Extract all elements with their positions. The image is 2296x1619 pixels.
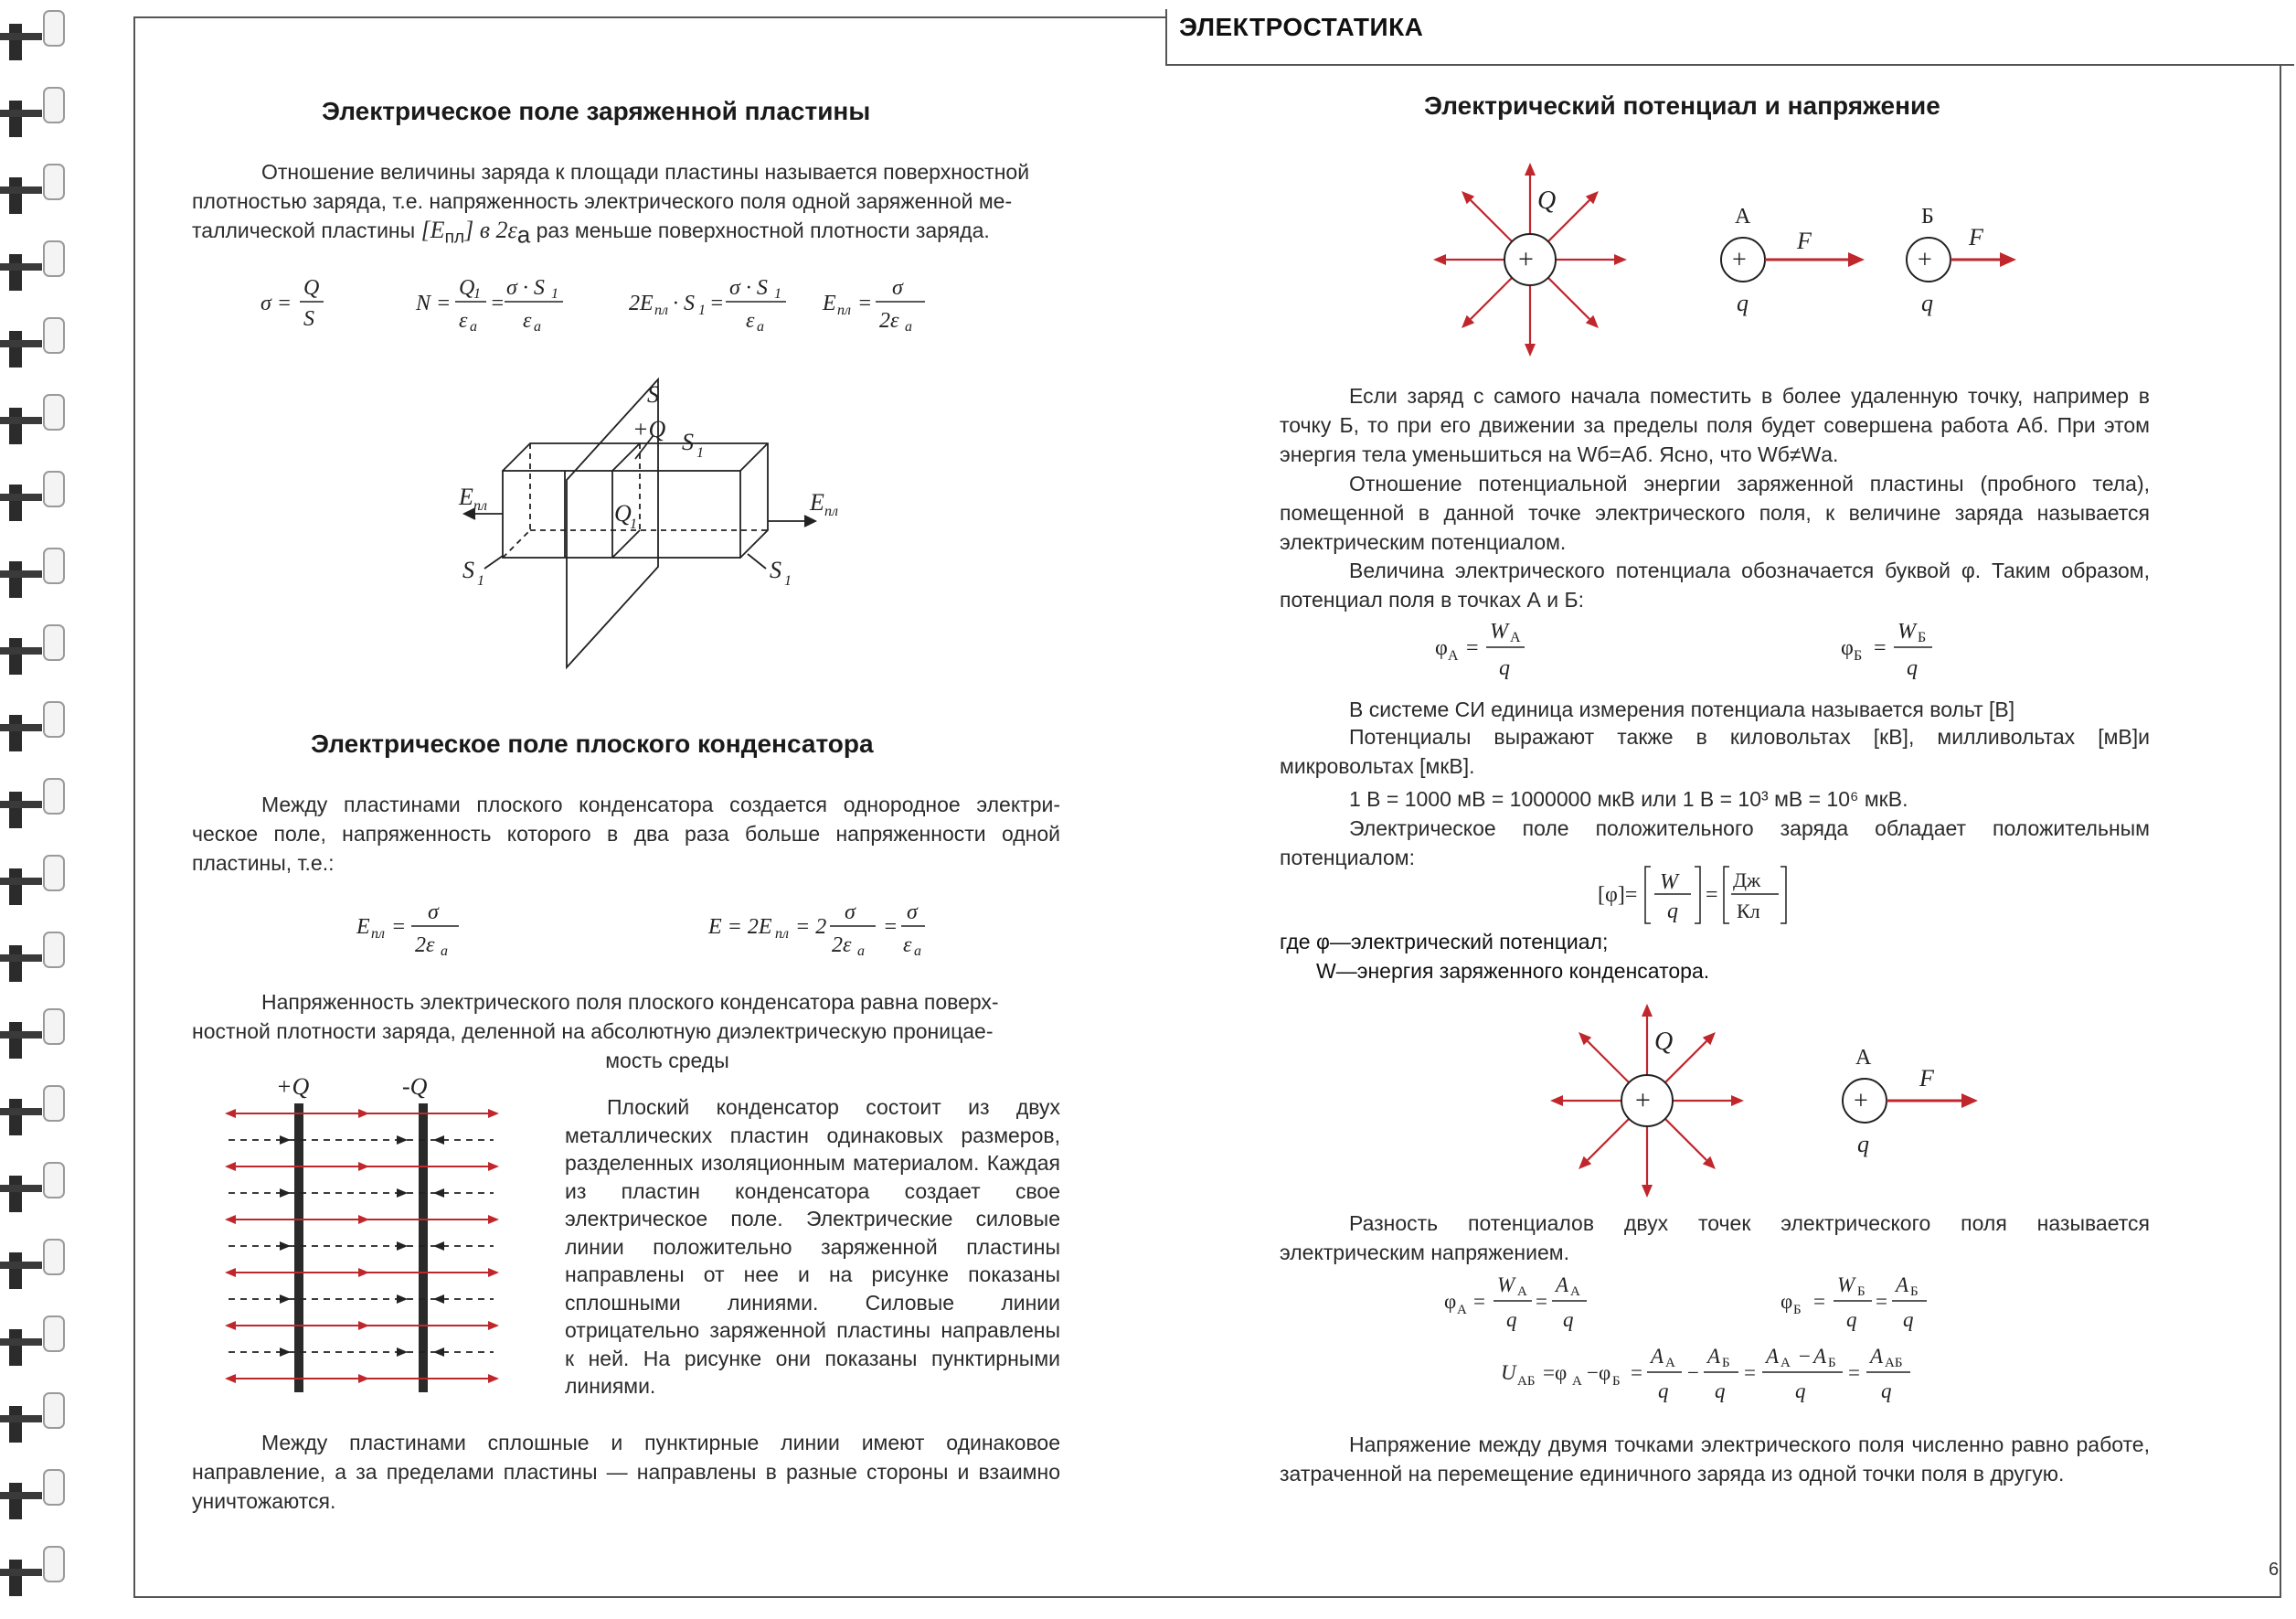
spiral-ring: [44, 165, 64, 199]
svg-text:A: A: [1651, 1345, 1664, 1368]
svg-text:F: F: [1969, 224, 1983, 250]
svg-text:E: E: [356, 915, 370, 939]
svg-text:А: А: [1510, 630, 1521, 645]
spiral-post: [9, 1406, 22, 1443]
svg-text:φ: φ: [1841, 636, 1854, 660]
potential-paragraph-8: Разность потенциалов двух точек электрического поля называется электрическим напряжением.: [1280, 1211, 2150, 1264]
spiral-post: [9, 1099, 22, 1135]
svg-text:1: 1: [784, 573, 792, 589]
svg-text:Q: Q: [459, 276, 475, 300]
plate-line-2: плотностью заряда, т.е. напряженность электрического поля одной заряженной ме-: [192, 189, 1013, 213]
svg-text:q: q: [1506, 1308, 1517, 1331]
svg-text:Б: Б: [1857, 1284, 1866, 1299]
svg-text:А: А: [1457, 1303, 1467, 1317]
svg-text:=: =: [883, 915, 898, 939]
svg-text:q: q: [1795, 1379, 1806, 1402]
svg-text:q: q: [1857, 1131, 1869, 1157]
spiral-post: [9, 1483, 22, 1519]
svg-text:a: a: [441, 943, 448, 959]
svg-text:+: +: [1918, 246, 1932, 274]
field-ray-arrow: [1642, 1004, 1653, 1017]
svg-text:A: A: [1896, 1273, 1909, 1296]
field-ray: [1588, 1119, 1629, 1160]
section-title-plate: Электрическое поле заряженной пластины: [322, 97, 871, 125]
spiral-ring: [44, 1470, 64, 1505]
plate-line-1: Отношение величины заряда к площади пластины называется поверхностной: [261, 160, 1030, 184]
spiral-post: [9, 1252, 22, 1289]
svg-text:σ =: σ =: [260, 292, 292, 315]
spiral-ring: [44, 1547, 64, 1582]
svg-text:А: А: [1855, 1046, 1872, 1070]
svg-text:q: q: [1667, 900, 1678, 923]
spiral-ring: [44, 395, 64, 430]
svg-text:q: q: [1881, 1379, 1892, 1402]
svg-text:2ε: 2ε: [832, 933, 852, 957]
plate-paragraph: [192, 157, 1060, 253]
svg-text:1: 1: [473, 286, 481, 302]
svg-text:+: +: [1732, 246, 1747, 274]
spiral-post: [9, 868, 22, 905]
svg-text:N =: N =: [416, 292, 452, 315]
svg-text:−: −: [1687, 1361, 1699, 1384]
spiral-post: [9, 1022, 22, 1059]
svg-text:=: =: [1874, 636, 1887, 660]
svg-text:σ: σ: [892, 276, 903, 300]
spiral-ring: [44, 241, 64, 276]
svg-text:F: F: [1797, 228, 1812, 254]
spiral-ring: [44, 856, 64, 890]
spiral-ring: [44, 1240, 64, 1274]
spiral-rings: [0, 0, 82, 1614]
svg-text:=: =: [1466, 636, 1479, 660]
spiral-post: [9, 177, 22, 214]
svg-text:A: A: [1870, 1345, 1884, 1368]
svg-text:φ: φ: [1435, 636, 1448, 660]
svg-text:ε: ε: [746, 309, 755, 333]
svg-text:E: E: [823, 292, 836, 315]
svg-text:АБ: АБ: [1885, 1356, 1903, 1370]
spiral-post: [9, 408, 22, 444]
svg-text:2ε: 2ε: [415, 933, 435, 957]
svg-text:q: q: [1846, 1308, 1857, 1331]
svg-text:q: q: [1737, 290, 1749, 316]
potential-diagram-1: [1408, 146, 2066, 375]
spiral-post: [9, 24, 22, 60]
field-ray-arrow: [1731, 1095, 1744, 1106]
svg-text:ε: ε: [903, 933, 912, 957]
fig-label-S1-right: S: [770, 557, 781, 583]
where-line-2: W—энергия заряженного конденсатора.: [1316, 959, 1710, 983]
svg-text:=: =: [1473, 1290, 1485, 1313]
svg-text:Q: Q: [303, 276, 320, 300]
svg-text:Б: Б: [1854, 648, 1863, 664]
svg-text:=: =: [1848, 1361, 1860, 1384]
svg-text:=: =: [1536, 1290, 1547, 1313]
svg-text:= 2: = 2: [795, 915, 827, 939]
svg-text:−φ: −φ: [1587, 1361, 1611, 1384]
potential-paragraph-6: 1 В = 1000 мВ = 1000000 мкВ или 1 В = 10³ мВ = 10⁶ мкВ.: [1349, 787, 1908, 811]
spiral-ring: [44, 779, 64, 814]
svg-text:+: +: [1854, 1087, 1868, 1115]
capacitor-paragraph: Между пластинами плоского конденсатора создается однородное электри-ческое поле, напряженность которого в два раза больше напряженности одной пластины, т.е.:: [192, 793, 1060, 875]
svg-text:пл: пл: [371, 926, 385, 942]
svg-text:q: q: [1658, 1379, 1669, 1402]
svg-text:=: =: [391, 915, 407, 939]
svg-text:=: =: [857, 292, 873, 315]
page-number: 6: [2269, 1560, 2280, 1580]
svg-text:U: U: [1501, 1361, 1516, 1384]
svg-text:· S: · S: [673, 292, 695, 315]
potential-paragraph-1: Если заряд с самого начала поместить в более удаленную точку, например в точку Б, то при его движении за пределы поля будет совершена работа Aб. При этом энергия тела уменьшиться на Wб=Aб. Ясно, что Wб≠Wа.: [1280, 384, 2150, 466]
spiral-ring: [44, 1086, 64, 1121]
section-title-potential: Электрический потенциал и напряжение: [1424, 91, 1940, 120]
svg-text:2ε: 2ε: [879, 309, 899, 333]
svg-text:σ · S: σ · S: [506, 276, 545, 300]
svg-text:a: a: [857, 943, 865, 959]
svg-text:пл: пл: [654, 303, 668, 318]
field-ray: [1471, 278, 1512, 319]
fig-label-E-right-sub: пл: [824, 504, 838, 519]
fig-label-Q1-sub: 1: [630, 517, 637, 532]
field-ray: [1548, 278, 1589, 319]
potential-paragraph-7: Электрическое поле положительного заряда обладает положительным потенциалом:: [1280, 816, 2150, 869]
where-line-1: где φ—электрический потенциал;: [1280, 930, 1609, 953]
svg-text:=: =: [1744, 1361, 1756, 1384]
svg-text:q: q: [1499, 656, 1510, 680]
fig-label-S: S: [647, 381, 659, 408]
section-title-capacitor: Электрическое поле плоского конденсатора: [311, 730, 874, 758]
fig-label-S1-sub: 1: [696, 445, 704, 461]
svg-text:q: q: [1563, 1308, 1574, 1331]
svg-text:A: A: [1813, 1345, 1827, 1368]
plate-diagram: [448, 375, 868, 676]
svg-text:=: =: [1631, 1361, 1642, 1384]
svg-text:W: W: [1897, 620, 1916, 644]
voltage-formulas: [1435, 1266, 2020, 1412]
svg-text:W: W: [1660, 870, 1678, 894]
svg-text:=: =: [490, 292, 505, 315]
svg-text:a: a: [914, 943, 921, 959]
spiral-post: [9, 101, 22, 137]
spiral-post: [9, 331, 22, 367]
spiral-post: [9, 254, 22, 291]
svg-text:σ: σ: [845, 900, 856, 924]
fig-label-E-right: E: [810, 489, 824, 516]
spiral-post: [9, 715, 22, 751]
svg-text:W: W: [1490, 620, 1508, 644]
field-ray-arrow: [1642, 1185, 1653, 1198]
svg-text:φ: φ: [1444, 1290, 1457, 1313]
svg-text:1: 1: [551, 286, 558, 302]
spiral-ring: [44, 1393, 64, 1428]
spiral-ring: [44, 318, 64, 353]
svg-text:А: А: [1570, 1284, 1580, 1299]
potential-paragraph-5: Потенциалы выражают также в киловольтах [кВ], милливольтах [мВ]и микровольтах [мкВ].: [1280, 725, 2150, 778]
spiral-post: [9, 561, 22, 598]
svg-text:Б: Б: [1828, 1356, 1836, 1370]
cap-minus-label: -Q: [402, 1074, 428, 1100]
svg-text:1: 1: [774, 286, 781, 302]
spiral-ring: [44, 11, 64, 46]
spiral-ring: [44, 625, 64, 660]
svg-text:a: a: [534, 319, 541, 335]
svg-text:А: А: [1665, 1356, 1675, 1370]
svg-text:Q: Q: [1537, 186, 1557, 215]
svg-text:А: А: [1780, 1356, 1791, 1370]
svg-text:σ: σ: [428, 900, 439, 924]
fig-label-E-left: E: [459, 484, 473, 510]
svg-text:пл: пл: [837, 303, 851, 318]
svg-text:Б: Б: [1793, 1303, 1802, 1317]
potential-paragraph-3: Величина электрического потенциала обозначается буквой φ. Таким образом, потенциал поля в точках А и Б:: [1280, 559, 2150, 612]
field-ray: [1665, 1119, 1706, 1160]
spiral-ring: [44, 932, 64, 967]
svg-text:пл: пл: [775, 926, 789, 942]
svg-text:A: A: [1766, 1345, 1780, 1368]
svg-text:Б: Б: [1921, 205, 1934, 229]
field-ray: [1471, 200, 1512, 241]
spiral-post: [9, 945, 22, 982]
svg-text:[φ]=: [φ]=: [1598, 883, 1638, 907]
svg-text:+: +: [1635, 1085, 1651, 1115]
svg-text:q: q: [1907, 656, 1918, 680]
field-ray-arrow: [1614, 254, 1627, 265]
fig-label-E-left-sub: пл: [473, 498, 487, 514]
svg-text:a: a: [470, 319, 477, 335]
fig-label-Q1: Q: [614, 500, 632, 527]
plate-formulas: [247, 267, 960, 340]
potential-paragraph-9: Напряжение между двумя точками электрического поля численно равно работе, затраченной на перемещение единичного заряда из одной точки поля в другую.: [1280, 1433, 2150, 1486]
svg-text:Б: Б: [1722, 1356, 1730, 1370]
spiral-post: [9, 1560, 22, 1596]
svg-text:ε: ε: [523, 309, 532, 333]
fig-label-plusQ: +Q: [632, 416, 666, 442]
svg-text:S: S: [303, 307, 314, 331]
spiral-binding: [0, 0, 82, 1614]
svg-text:E = 2E: E = 2E: [708, 915, 772, 939]
potential-diagram-2: [1536, 993, 2029, 1212]
svg-text:Q: Q: [1654, 1028, 1674, 1056]
cap-plus-label: +Q: [276, 1074, 310, 1100]
spiral-post: [9, 485, 22, 521]
svg-text:W: W: [1837, 1273, 1855, 1296]
svg-text:W: W: [1497, 1273, 1515, 1296]
spiral-ring: [44, 88, 64, 122]
capacitor-bottom-text: Между пластинами сплошные и пунктирные линии имеют одинаковое направление, а за пределами пластины — направлены в разные стороны и взаимно уничтожаются.: [192, 1431, 1060, 1513]
svg-text:Б: Б: [1612, 1374, 1621, 1389]
field-ray-arrow: [1525, 344, 1536, 357]
svg-text:ε: ε: [459, 309, 468, 333]
svg-text:q: q: [1921, 290, 1933, 316]
svg-text:А: А: [1448, 648, 1459, 664]
svg-text:=: =: [1813, 1290, 1825, 1313]
spiral-ring: [44, 472, 64, 506]
svg-text:σ · S: σ · S: [729, 276, 768, 300]
spiral-ring: [44, 1009, 64, 1044]
capacitor-paragraph-2: Напряженность электрического поля плоского конденсатора равна поверх- ностной плотности заряда, деленной на абсолютную диэлектрическую проницае- мость среды: [192, 990, 999, 1072]
svg-text:=φ: =φ: [1543, 1361, 1568, 1384]
spiral-post: [9, 638, 22, 675]
svg-text:Дж: Дж: [1733, 868, 1761, 891]
svg-text:2E: 2E: [629, 292, 654, 315]
spiral-post: [9, 1329, 22, 1366]
svg-text:σ: σ: [907, 900, 918, 924]
svg-text:a: a: [757, 319, 764, 335]
capacitor-side-text: Плоский конденсатор состоит из двух металлических пластин одинаковых размеров, разделенных изоляционным материалом. Каждая из пластин конденсатора создает свое электрическое поле. Электрические силовые линии положительно заряженной пластины направлены от нее и на рисунке показаны сплошными линиями. Силовые линии отрицательно заряженной пластины направлены к ней. На рисунке они показаны пунктирными линиями.: [565, 1095, 1060, 1398]
svg-text:q: q: [1715, 1379, 1726, 1402]
fig-label-S1-left: S: [462, 557, 474, 583]
svg-text:A: A: [1707, 1345, 1721, 1368]
svg-text:А: А: [1735, 205, 1751, 229]
field-ray: [1588, 1041, 1629, 1082]
svg-text:Кл: Кл: [1737, 900, 1760, 922]
svg-text:a: a: [905, 319, 912, 335]
field-ray-arrow: [1525, 163, 1536, 176]
fig-label-S1: S: [682, 429, 694, 455]
svg-text:Б: Б: [1918, 630, 1927, 645]
svg-text:=: =: [709, 292, 725, 315]
capacitor-formulas: [347, 891, 969, 964]
potential-paragraph-2: Отношение потенциальной энергии заряженной пластины (пробного тела), помещенной в данной точке электрического поля, к величине заряда называется электрическим потенциалом.: [1280, 472, 2150, 554]
svg-text:АБ: АБ: [1517, 1374, 1536, 1389]
field-ray-arrow: [1550, 1095, 1563, 1106]
spiral-ring: [44, 1316, 64, 1351]
capacitor-diagram: [219, 1074, 512, 1403]
phi-formulas: [1426, 612, 1974, 686]
svg-text:Б: Б: [1910, 1284, 1919, 1299]
plate-line-3: таллической пластины $[E_{пл}]$ в $2\varepsilon_a$ раз меньше поверхностной плотности заряда.: [192, 217, 990, 249]
spiral-post: [9, 1176, 22, 1212]
svg-text:=: =: [1706, 883, 1718, 907]
spiral-ring: [44, 702, 64, 737]
svg-text:F: F: [1919, 1065, 1934, 1092]
svg-text:+: +: [1518, 244, 1534, 274]
svg-text:=: =: [1876, 1290, 1887, 1313]
page-header-title: ЭЛЕКТРОСТАТИКА: [1179, 13, 1424, 41]
spiral-ring: [44, 549, 64, 583]
field-ray-arrow: [1433, 254, 1446, 265]
svg-text:φ: φ: [1780, 1290, 1793, 1313]
spiral-ring: [44, 1163, 64, 1198]
svg-text:А: А: [1517, 1284, 1527, 1299]
svg-text:1: 1: [477, 573, 484, 589]
units-formula: [1590, 859, 1828, 929]
spiral-post: [9, 792, 22, 828]
svg-text:−: −: [1799, 1345, 1811, 1368]
svg-text:А: А: [1572, 1374, 1582, 1389]
svg-text:q: q: [1903, 1308, 1914, 1331]
potential-paragraph-4: В системе СИ единица измерения потенциала называется вольт [В]: [1349, 698, 2015, 721]
svg-text:A: A: [1556, 1273, 1569, 1296]
svg-text:1: 1: [698, 303, 706, 318]
